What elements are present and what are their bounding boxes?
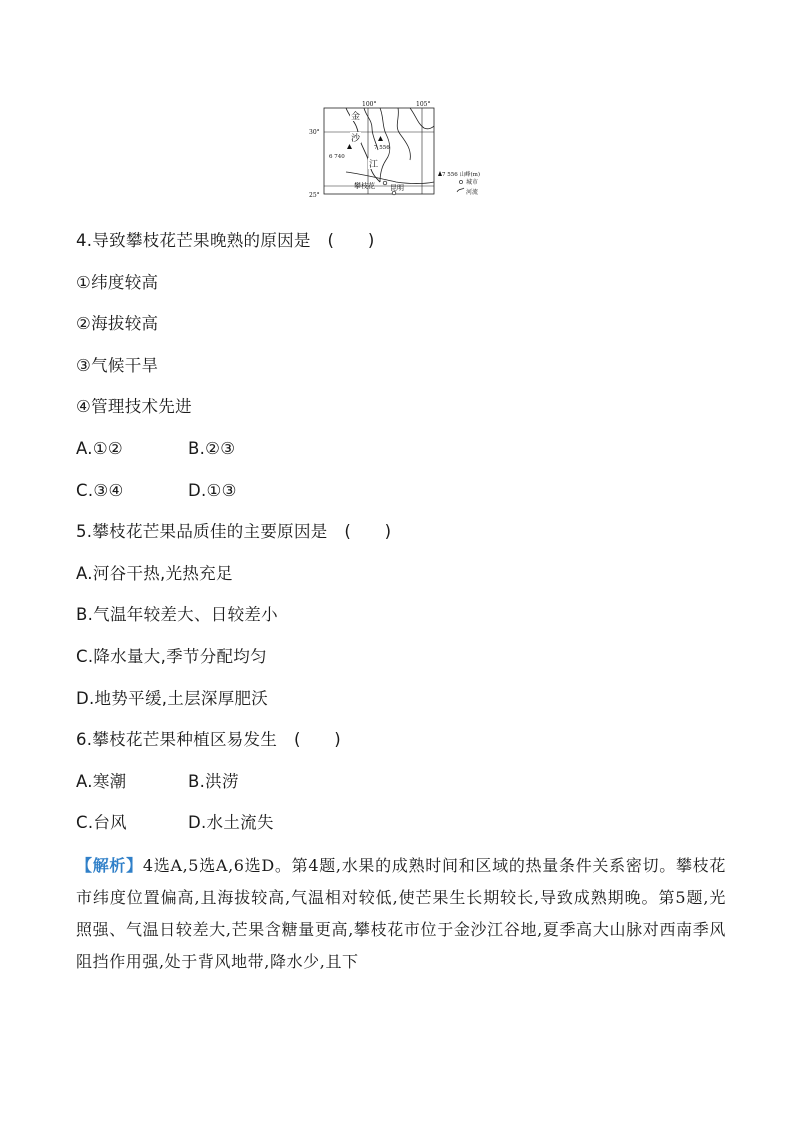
river-char-sha: 沙 [351, 134, 361, 144]
q6-options-row-1 [76, 771, 239, 793]
q5-option-b[interactable]: B.气温年较差大、日较差小 [76, 605, 278, 624]
q4-options-row-2 [76, 480, 237, 502]
q6-option-a[interactable]: A.寒潮 [76, 772, 127, 791]
location-map [306, 98, 506, 204]
q4-option-d[interactable]: D.①③ [188, 481, 237, 500]
q4-option-a[interactable]: A.①② [76, 439, 124, 458]
lat-label-25: 25° [309, 192, 320, 199]
q4-item-1: ①纬度较高 [76, 273, 159, 292]
analysis-paragraph [76, 850, 726, 978]
q4-option-b[interactable]: B.②③ [188, 439, 236, 458]
river-4 [397, 108, 410, 160]
analysis-text: 4选A,5选A,6选D。第4题,水果的成熟时间和区域的热量条件关系密切。攀枝花市纬度位置偏高,且海拔较高,气温相对较低,使芒果生长期较长,导致成熟期晚。第5题,光照强、气温日较差大,芒果含糖量更高,攀枝花市位于金沙江谷地,夏季高大山脉对西南季风阻挡作用强,处于背风地带,降水少,且下 [76, 856, 726, 971]
peak-7556-icon [378, 136, 383, 141]
city-panzhihua-icon [383, 181, 387, 185]
lon-label-105: 105° [416, 101, 431, 108]
q5-option-c[interactable]: C.降水量大,季节分配均匀 [76, 647, 267, 666]
q4-item-3: ③气候干旱 [76, 356, 159, 375]
peak-6740-icon [347, 144, 352, 149]
q6-option-b[interactable]: B.洪涝 [188, 772, 239, 791]
question-6-stem: 6.攀枝花芒果种植区易发生 ( ) [76, 730, 342, 749]
legend-river-label: 河流 [466, 189, 479, 196]
peak-6740-label: 6 740 [329, 154, 345, 160]
question-4-stem: 4.导致攀枝花芒果晚熟的原因是 ( ) [76, 231, 375, 250]
lat-label-30: 30° [309, 129, 320, 136]
legend-river-icon [457, 188, 464, 192]
legend-peak-label: 7 556 山峰(m) [442, 172, 481, 178]
q6-option-c[interactable]: C.台风 [76, 813, 127, 832]
legend-city-icon [459, 180, 462, 183]
river-char-jin: 金 [351, 112, 361, 122]
q5-option-d[interactable]: D.地势平缓,土层深厚肥沃 [76, 689, 269, 708]
analysis-tag: 【解析】 [76, 856, 143, 875]
city-kunming-label: 昆明 [390, 184, 404, 192]
river-2 [364, 108, 378, 150]
q4-item-4: ④管理技术先进 [76, 397, 192, 416]
lon-label-100: 100° [362, 101, 377, 108]
q4-options-row-1 [76, 438, 236, 460]
q4-item-2: ②海拔较高 [76, 314, 159, 333]
q4-option-c[interactable]: C.③④ [76, 481, 124, 500]
q6-option-d[interactable]: D.水土流失 [188, 813, 274, 832]
q6-options-row-2 [76, 812, 274, 834]
q5-option-a[interactable]: A.河谷干热,光热充足 [76, 564, 233, 583]
legend-city-label: 城市 [466, 179, 479, 186]
river-char-jiang: 江 [369, 160, 379, 170]
city-panzhihua-label: 攀枝花 [354, 182, 375, 190]
question-5-stem: 5.攀枝花芒果品质佳的主要原因是 ( ) [76, 522, 392, 541]
peak-7556-label: 7 556 [374, 145, 390, 151]
